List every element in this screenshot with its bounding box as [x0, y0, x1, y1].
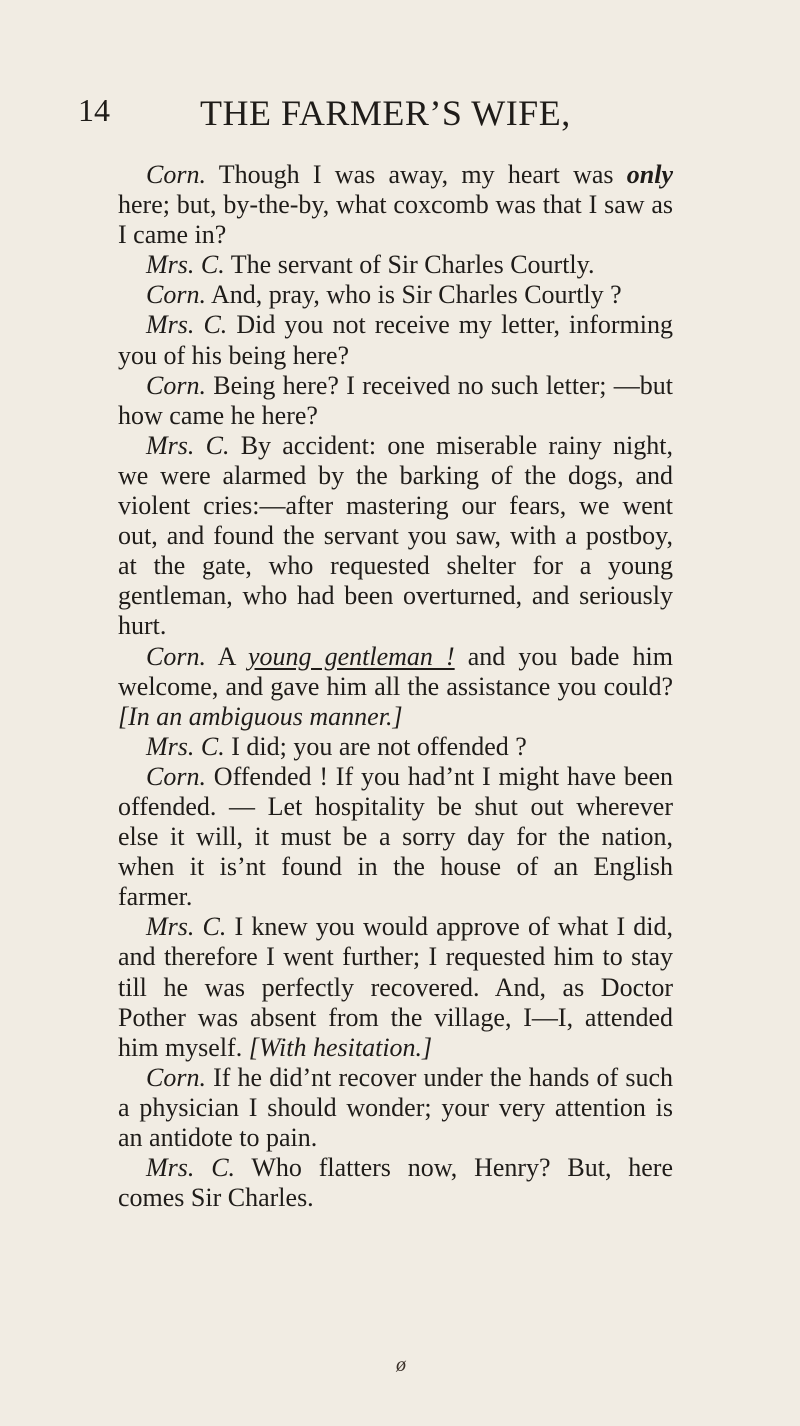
speaker-name: Corn.	[146, 761, 206, 791]
dialogue-line: here; but, by-the-by, what coxcomb was that I saw as I came in?	[118, 190, 673, 250]
running-head: THE FARMER’S WIFE,	[200, 93, 571, 133]
page-footer-mark: ø	[396, 1354, 406, 1376]
dialogue-line: Offended ! If you had’nt I might have been offended. — Let hospitality be shut out wherever else it will, it must be a sorry day for the nation, when it is’nt found in the house of an English farmer.	[118, 761, 673, 912]
dialogue-paragraph	[118, 642, 673, 732]
dialogue-line: By accident: one miserable rainy night, we were alarmed by the barking of the dogs, and violent cries:—after mastering our fears, we went out, and found the servant you saw, with a postboy, at the gate, who requested shelter for a young gentleman, who had been overturned, and seriously hurt.	[118, 430, 673, 641]
speaker-name: Corn.	[146, 280, 206, 310]
dialogue-paragraph	[118, 280, 673, 310]
dialogue-paragraph	[118, 160, 673, 250]
speaker-name: Mrs. C.	[146, 912, 227, 942]
dialogue-line: The servant of Sir Charles Courtly.	[224, 250, 595, 280]
dialogue-paragraph	[118, 310, 673, 370]
dialogue-paragraph	[118, 1153, 673, 1213]
dialogue-line: If he did’nt recover under the hands of such a physician I should wonder; your very attention is an antidote to pain.	[118, 1062, 673, 1152]
dialogue-paragraph	[118, 371, 673, 431]
dialogue-paragraph	[118, 1063, 673, 1153]
dialogue-line: I knew you would approve of what I did, and therefore I went further; I requested him to stay till he was perfectly recovered. And, as Doctor Pother was absent from the village, I—I, attended him myself.	[118, 912, 673, 1062]
dialogue-line: A	[205, 641, 249, 671]
dialogue-paragraph	[118, 732, 673, 762]
dialogue-paragraph	[118, 431, 673, 642]
page-header	[0, 92, 800, 142]
dialogue-line: I did; you are not offended ?	[224, 731, 527, 761]
dialogue-line: Being here? I received no such letter; —but how came he here?	[118, 370, 673, 430]
dialogue-paragraph	[118, 912, 673, 1062]
dialogue-line: And, pray, who is Sir Charles Courtly ?	[205, 280, 622, 310]
speaker-name: Corn.	[146, 160, 206, 189]
speaker-name: Mrs. C.	[146, 731, 225, 761]
speaker-name: Corn.	[146, 1062, 206, 1092]
dialogue-line: Who flatters now, Henry? But, here comes Sir Charles.	[118, 1153, 673, 1213]
speaker-name: Mrs. C.	[146, 430, 230, 460]
speaker-name: Mrs. C.	[146, 250, 225, 280]
speaker-name: Mrs. C.	[146, 1153, 236, 1183]
page-number: 14	[78, 92, 110, 128]
dialogue-line: Did you not receive my letter, informing you of his being here?	[118, 310, 673, 370]
speaker-name: Corn.	[146, 641, 206, 671]
speaker-name: Mrs. C.	[146, 310, 228, 340]
speaker-name: Corn.	[146, 370, 206, 400]
dialogue-paragraph	[118, 250, 673, 280]
dialogue-line: Though I was away, my heart was	[205, 160, 627, 189]
stage-direction: [In an ambiguous manner.]	[118, 701, 403, 731]
emphasis-text: only	[626, 160, 673, 189]
dialogue-text	[118, 160, 673, 1213]
stage-direction: [With hesitation.]	[248, 1032, 433, 1062]
emphasis-text: young gentleman !	[248, 641, 455, 671]
dialogue-line: and you bade him welcome, and gave him all the assistance you could?	[118, 641, 673, 701]
dialogue-paragraph	[118, 762, 673, 912]
